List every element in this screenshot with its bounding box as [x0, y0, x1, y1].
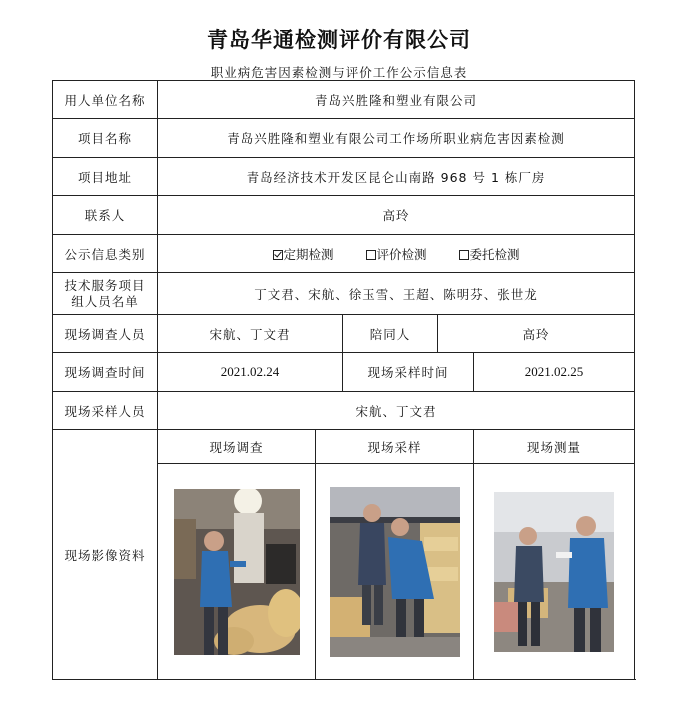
sampling-staff-value: 宋航、丁文君	[158, 392, 635, 430]
row-sampling-staff	[53, 392, 635, 430]
checkbox-checked-icon	[273, 250, 283, 260]
form-title: 职业病危害因素检测与评价工作公示信息表	[210, 65, 468, 80]
address-label: 项目地址	[53, 158, 158, 196]
row-survey-staff	[53, 315, 635, 353]
row-project	[53, 119, 635, 158]
sampling-staff-label: 现场采样人员	[53, 392, 158, 430]
team-label-line2: 组人员名单	[71, 293, 139, 309]
image-header-measurement: 现场测量	[474, 430, 635, 464]
accompany-label: 陪同人	[343, 315, 438, 353]
address-value: 青岛经济技术开发区昆仑山南路 968 号 1 栋厂房	[158, 158, 635, 196]
disclosure-table	[52, 80, 635, 680]
survey-photo-cell	[158, 464, 316, 680]
option-evaluation-label: 评价检测	[376, 246, 427, 262]
project-value: 青岛兴胜隆和塑业有限公司工作场所职业病危害因素检测	[158, 119, 635, 158]
images-label: 现场影像资料	[53, 430, 158, 680]
checkbox-empty-icon	[459, 250, 469, 260]
sampling-time-label: 现场采样时间	[343, 353, 474, 392]
survey-staff-label: 现场调查人员	[53, 315, 158, 353]
survey-time-value: 2021.02.24	[158, 353, 343, 392]
category-options	[158, 235, 635, 273]
project-label: 项目名称	[53, 119, 158, 158]
row-employer	[53, 81, 635, 119]
survey-photo	[174, 489, 300, 655]
option-evaluation[interactable]	[366, 245, 427, 263]
contact-label: 联系人	[53, 196, 158, 235]
option-periodic[interactable]	[273, 245, 334, 263]
checkbox-empty-icon	[366, 250, 376, 260]
survey-staff-value: 宋航、丁文君	[158, 315, 343, 353]
accompany-value: 高玲	[438, 315, 635, 353]
row-address	[53, 158, 635, 196]
row-team	[53, 273, 635, 315]
category-label: 公示信息类别	[53, 235, 158, 273]
row-category	[53, 235, 635, 273]
team-value: 丁文君、宋航、徐玉雪、王超、陈明芬、张世龙	[158, 273, 635, 315]
team-label	[53, 273, 158, 315]
survey-time-label: 现场调查时间	[53, 353, 158, 392]
sampling-photo	[330, 487, 460, 657]
sampling-time-value: 2021.02.25	[474, 353, 635, 392]
option-entrusted-label: 委托检测	[469, 246, 520, 262]
measurement-photo	[494, 492, 614, 652]
option-entrusted[interactable]	[459, 245, 520, 263]
team-label-line1: 技术服务项目	[64, 277, 146, 293]
sampling-photo-cell	[316, 464, 474, 680]
option-periodic-label: 定期检测	[283, 246, 334, 262]
row-contact	[53, 196, 635, 235]
employer-value: 青岛兴胜隆和塑业有限公司	[158, 81, 635, 119]
contact-value: 高玲	[158, 196, 635, 235]
image-header-survey: 现场调查	[158, 430, 316, 464]
company-title: 青岛华通检测评价有限公司	[207, 28, 471, 52]
image-header-sampling: 现场采样	[316, 430, 474, 464]
row-times	[53, 353, 635, 392]
employer-label: 用人单位名称	[53, 81, 158, 119]
measurement-photo-cell	[474, 464, 635, 680]
row-image-headers	[53, 430, 635, 464]
